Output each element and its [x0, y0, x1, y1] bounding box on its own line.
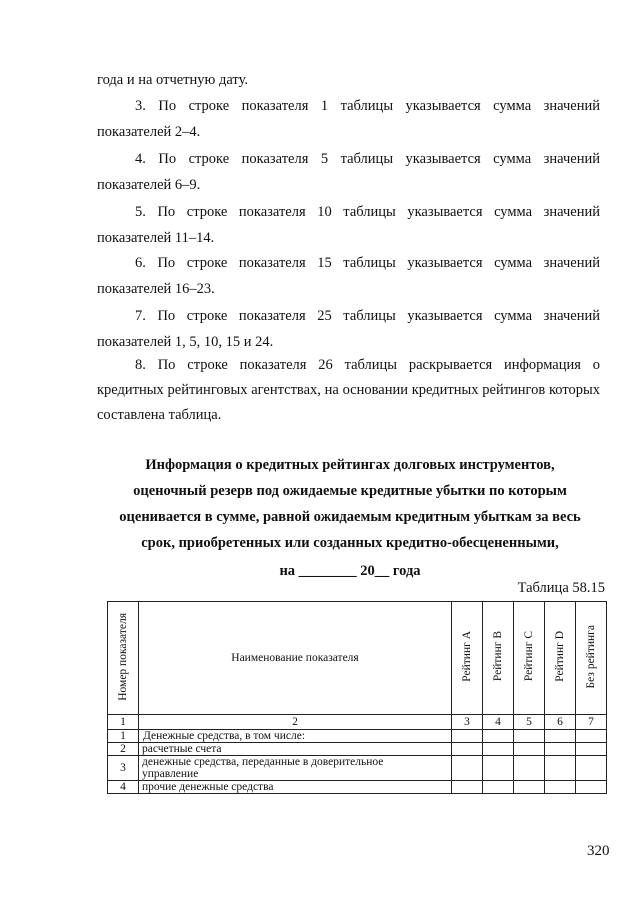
row-index: 1 [108, 730, 139, 743]
paragraph-text: показателей 6–9. [97, 177, 201, 193]
empty-cell [452, 781, 483, 794]
paragraph-text: кредитных рейтинговых агентствах, на основании кредитных рейтингов которых составлена таблица. [97, 382, 600, 423]
row-index: 3 [108, 756, 139, 781]
empty-cell [483, 756, 514, 781]
header-no-rating: Без рейтинга [576, 602, 607, 715]
header-rating-a: Рейтинг A [452, 602, 483, 715]
empty-cell [545, 781, 576, 794]
paragraph-5 [97, 199, 600, 251]
empty-cell [545, 730, 576, 743]
col-number: 7 [576, 715, 607, 730]
table-header-row [108, 602, 607, 715]
empty-cell [514, 743, 545, 756]
paragraph-text: показателей 1, 5, 10, 15 и 24. [97, 334, 274, 350]
header-rating-b: Рейтинг B [483, 602, 514, 715]
header-rating-d: Рейтинг D [545, 602, 576, 715]
paragraph-text: 4. По строке показателя 5 таблицы указывается сумма значений [135, 151, 600, 167]
paragraph-6 [97, 250, 600, 302]
empty-cell [483, 743, 514, 756]
paragraph-4 [97, 146, 600, 198]
paragraph-8 [97, 353, 600, 428]
table-number: Таблица 58.15 [517, 580, 605, 596]
empty-cell [576, 756, 607, 781]
row-name: Денежные средства, в том числе: [139, 730, 452, 743]
table-row [108, 781, 607, 794]
paragraph-text: 5. По строке показателя 10 таблицы указывается сумма значений [135, 204, 600, 220]
paragraph-7 [97, 303, 600, 355]
empty-cell [576, 781, 607, 794]
heading-line: оценочный резерв под ожидаемые кредитные убытки по которым [133, 483, 567, 499]
row-name: прочие денежные средства [139, 781, 452, 794]
empty-cell [576, 730, 607, 743]
col-number: 1 [108, 715, 139, 730]
table-row [108, 756, 607, 781]
col-number: 6 [545, 715, 576, 730]
paragraph-text: 3. По строке показателя 1 таблицы указывается сумма значений [135, 98, 600, 114]
row-name: расчетные счета [139, 743, 452, 756]
col-number: 2 [139, 715, 452, 730]
empty-cell [545, 743, 576, 756]
header-rating-c: Рейтинг C [514, 602, 545, 715]
paragraph-text: 7. По строке показателя 25 таблицы указывается сумма значений [135, 308, 600, 324]
header-name: Наименование показателя [139, 602, 452, 715]
empty-cell [545, 756, 576, 781]
paragraph-text: 6. По строке показателя 15 таблицы указывается сумма значений [135, 255, 600, 271]
empty-cell [452, 743, 483, 756]
empty-cell [483, 730, 514, 743]
paragraph-text: 8. По строке показателя 26 таблицы раскрывается информация о [135, 357, 600, 373]
paragraph-text: показателей 16–23. [97, 281, 215, 297]
header-num: Номер показателя [108, 602, 139, 715]
col-number: 5 [514, 715, 545, 730]
paragraph-text: показателей 2–4. [97, 124, 201, 140]
empty-cell [514, 756, 545, 781]
col-number: 4 [483, 715, 514, 730]
col-number: 3 [452, 715, 483, 730]
empty-cell [483, 781, 514, 794]
intro-line: года и на отчетную дату. [97, 72, 248, 88]
heading-line: срок, приобретенных или созданных кредитно-обесцененными, [141, 535, 559, 551]
page-number: 320 [587, 843, 610, 859]
row-index: 2 [108, 743, 139, 756]
paragraph-text: показателей 11–14. [97, 230, 215, 246]
empty-cell [514, 781, 545, 794]
heading-line: Информация о кредитных рейтингах долговых инструментов, [145, 457, 555, 473]
heading-line: на ________ 20__ года [279, 563, 421, 579]
empty-cell [452, 756, 483, 781]
paragraph-3 [97, 93, 600, 145]
empty-cell [514, 730, 545, 743]
table-row [108, 743, 607, 756]
column-number-row [108, 715, 607, 730]
rating-table [107, 601, 607, 794]
heading-line: оценивается в сумме, равной ожидаемым кредитным убыткам за весь [119, 509, 581, 525]
empty-cell [576, 743, 607, 756]
table-row [108, 730, 607, 743]
row-name: денежные средства, переданные в доверительное управление [139, 756, 452, 781]
row-index: 4 [108, 781, 139, 794]
empty-cell [452, 730, 483, 743]
table-heading [80, 452, 620, 584]
